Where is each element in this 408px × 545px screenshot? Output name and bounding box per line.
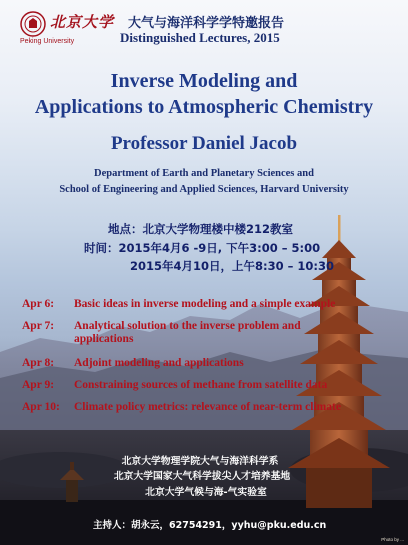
lecture-series-chinese: 大气与海洋科学学特邀报告 (128, 16, 285, 31)
schedule-date: Apr 10: (22, 401, 60, 413)
organizer-line3: 北京大学气候与海-气实验室 (145, 487, 267, 498)
affiliation-line2: School of Engineering and Applied Sciences, Harvard University (59, 184, 349, 195)
schedule-date: Apr 7: (22, 320, 55, 332)
schedule-date: Apr 8: (22, 357, 55, 369)
host-contact: 主持人：胡永云，62754291，yyhu@pku.edu.cn (93, 520, 327, 531)
affiliation-line1: Department of Earth and Planetary Sciences and (94, 168, 314, 179)
schedule-topic: Basic ideas in inverse modeling and a simple example (74, 298, 336, 310)
organizer-line2: 北京大学国家大气科学拔尖人才培养基地 (113, 471, 291, 482)
university-name-chinese: 北京大学 (50, 13, 115, 31)
talk-title-line2: Applications to Atmospheric Chemistry (34, 96, 374, 118)
speaker-name: Professor Daniel Jacob (110, 133, 298, 154)
talk-title-line1: Inverse Modeling and (110, 70, 298, 92)
pku-seal-logo (20, 11, 46, 37)
venue-time-line2: 2015年4月10日，上午8:30 – 10:30 (130, 259, 334, 273)
schedule-topic: Analytical solution to the inverse problem and applications (74, 320, 301, 345)
organizer-line1: 北京大学物理学院大气与海洋科学系 (121, 456, 279, 467)
venue-location: 地点：北京大学物理楼中楼212教室 (108, 222, 294, 236)
lecture-series-english: Distinguished Lectures, 2015 (120, 30, 280, 45)
schedule-topic: Adjoint modeling and applications (74, 357, 244, 369)
university-name-english: Peking University (20, 38, 75, 45)
schedule-date: Apr 9: (22, 379, 55, 391)
venue-time-line1: 时间：2015年4月6 -9日, 下午3:00 – 5:00 (84, 241, 321, 255)
photo-credit: Photo by ... (381, 537, 404, 542)
schedule-date: Apr 6: (22, 298, 55, 310)
schedule-topic: Constraining sources of methane from satellite data (74, 379, 328, 391)
schedule-topic: Climate policy metrics: relevance of near-term climate (74, 401, 341, 413)
